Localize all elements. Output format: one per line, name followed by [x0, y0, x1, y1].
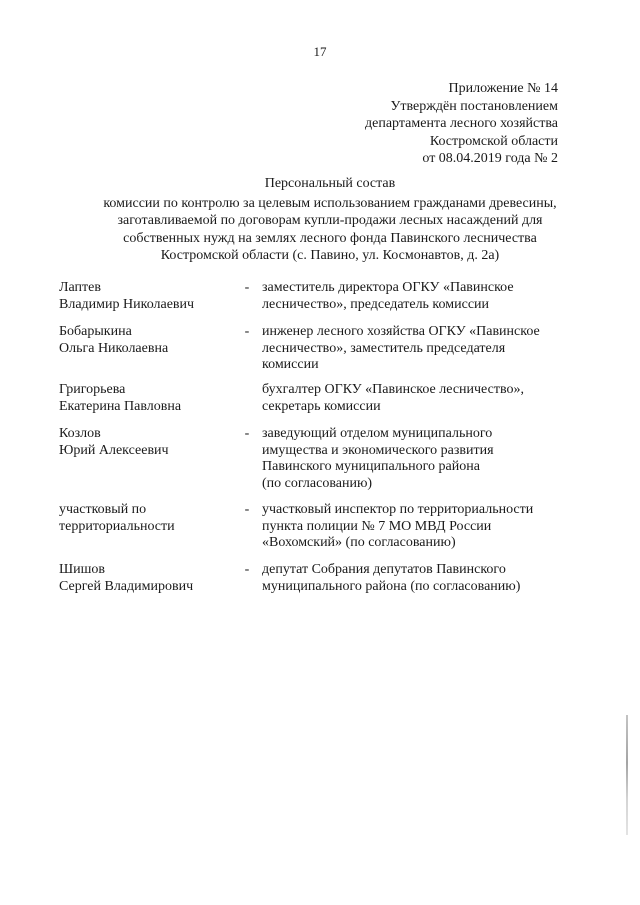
- member-given-names: Екатерина Павловна: [59, 398, 182, 414]
- title-line: заготавливаемой по договорам купли-продажи лесных насаждений для: [117, 213, 543, 228]
- member-name: [59, 382, 239, 415]
- member-role-line: муниципального района (по согласованию): [262, 578, 521, 594]
- member-role-line: инженер лесного хозяйства ОГКУ «Павинское: [262, 324, 540, 339]
- member-given-names: территориальности: [59, 518, 175, 534]
- member-role-line: депутат Собрания депутатов Павинского: [262, 562, 506, 577]
- member-role-line: лесничество», председатель комиссии: [262, 296, 490, 312]
- member-role-line: бухгалтер ОГКУ «Павинское лесничество»,: [262, 382, 524, 397]
- member-role-line: «Вохомский» (по согласованию): [262, 535, 456, 550]
- member-surname: Григорьева: [59, 382, 126, 397]
- member-role-line: комиссии: [262, 357, 319, 372]
- member-dash: -: [244, 324, 250, 339]
- member-role-line: участковый инспектор по территориальности: [262, 502, 534, 517]
- member-role-line: имущества и экономического развития: [262, 442, 494, 458]
- member-dash: -: [244, 562, 250, 577]
- document-title: [60, 175, 600, 265]
- member-surname: участковый по: [59, 502, 147, 517]
- approval-line: Костромской области: [429, 133, 558, 149]
- member-role-line: лесничество», заместитель председателя: [262, 340, 506, 356]
- member-role: [262, 562, 562, 595]
- member-role: [262, 324, 562, 374]
- member-name: [59, 280, 239, 313]
- member-name: [59, 502, 239, 535]
- title-line: Костромской области (с. Павино, ул. Космонавтов, д. 2а): [160, 248, 500, 263]
- member-role-line: (по согласованию): [262, 475, 373, 491]
- member-surname: Шишов: [59, 562, 106, 577]
- approval-stamp: [365, 80, 558, 168]
- member-dash: -: [244, 280, 250, 295]
- member-role-line: Павинского муниципального района: [262, 459, 480, 474]
- member-given-names: Юрий Алексеевич: [59, 442, 169, 458]
- member-role: [262, 426, 562, 492]
- member-dash: -: [244, 502, 250, 517]
- member-role: [262, 280, 562, 313]
- member-role-line: заведующий отделом муниципального: [262, 426, 493, 441]
- member-name: [59, 324, 239, 357]
- member-dash: -: [244, 426, 250, 441]
- approval-line: департамента лесного хозяйства: [365, 116, 558, 131]
- scan-edge-mark: [626, 715, 628, 835]
- member-name: [59, 426, 239, 459]
- member-surname: Лаптев: [59, 280, 101, 295]
- member-name: [59, 562, 239, 595]
- approval-line: от 08.04.2019 года № 2: [422, 151, 558, 166]
- approval-line: Утверждён постановлением: [390, 98, 558, 114]
- member-role: [262, 382, 562, 415]
- member-given-names: Ольга Николаевна: [59, 340, 169, 356]
- member-given-names: Владимир Николаевич: [59, 296, 195, 312]
- member-role-line: пункта полиции № 7 МО МВД России: [262, 518, 492, 534]
- member-role: [262, 502, 562, 552]
- approval-line: Приложение № 14: [448, 81, 558, 96]
- member-surname: Козлов: [59, 426, 101, 441]
- member-role-line: секретарь комиссии: [262, 398, 381, 414]
- member-role-line: заместитель директора ОГКУ «Павинское: [262, 280, 514, 295]
- title-line: собственных нужд на землях лесного фонда Павинского лесничества: [123, 230, 537, 246]
- title-heading: Персональный состав: [264, 176, 396, 191]
- member-surname: Бобарыкина: [59, 324, 132, 339]
- title-line: комиссии по контролю за целевым использованием гражданами древесины,: [103, 195, 557, 211]
- page-number: 17: [313, 44, 327, 59]
- member-given-names: Сергей Владимирович: [59, 578, 194, 594]
